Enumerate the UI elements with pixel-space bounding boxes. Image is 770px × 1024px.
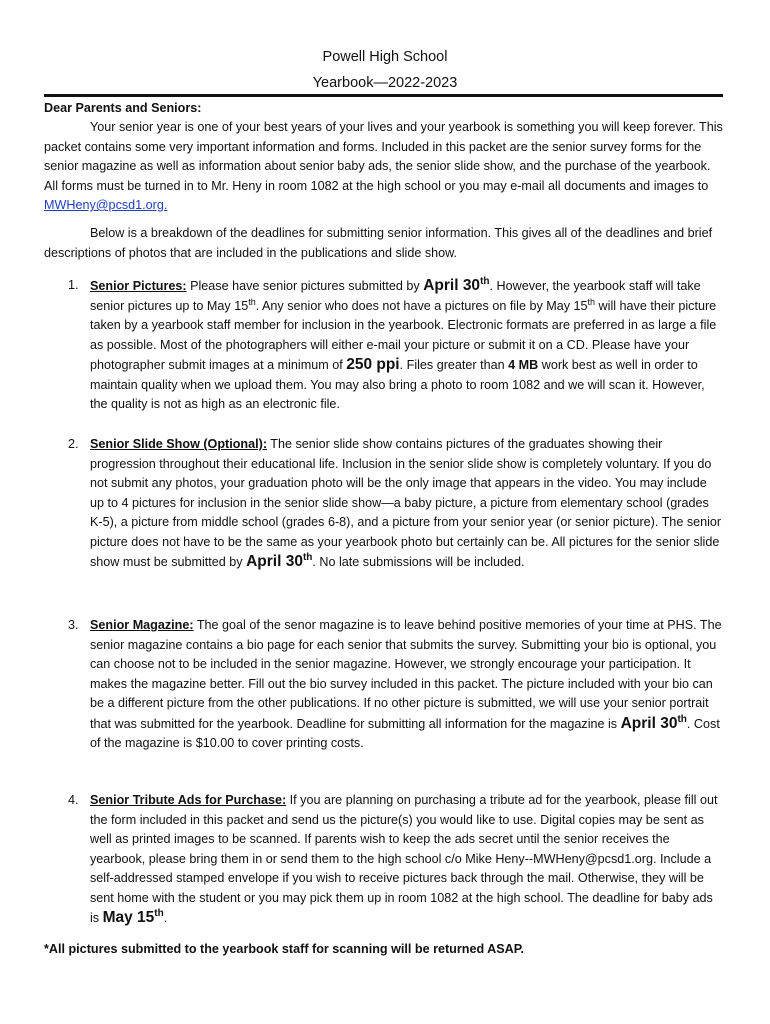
item-text: . Any senior who does not have a pictures on file by May 15 <box>255 298 588 313</box>
deadline-suffix: th <box>154 907 164 919</box>
footnote: *All pictures submitted to the yearbook staff for scanning will be returned ASAP. <box>44 942 525 956</box>
deadline-text: April 30 <box>423 277 481 294</box>
email-link[interactable]: MWHeny@pcsd1.org. <box>44 198 168 212</box>
item-text: Please have senior pictures submitted by <box>186 279 424 293</box>
date-suffix: th <box>587 296 596 307</box>
intro-paragraph <box>44 118 724 216</box>
list-number: 3. <box>68 618 79 632</box>
deadline-date <box>621 715 687 732</box>
ppi-requirement: 250 ppi <box>346 356 400 373</box>
item-text: . Cost of the magazine is $10.00 to cover printing costs. <box>90 716 720 750</box>
list-number: 1. <box>68 278 79 292</box>
deadline-suffix: th <box>302 551 313 563</box>
item-label: Senior Magazine: <box>90 618 194 632</box>
deadline-text: April 30 <box>246 553 303 570</box>
item-text: . <box>163 911 168 925</box>
item-text: If you are planning on purchasing a tribute ad for the yearbook, please fill out the form included in this packet and send us the picture(s) you would like to use. Digital copies may be sent as well as printed images to be scanned. If parents wish to keep the ads secret until the senior receives the yearbook, please bring them in or send them to the high school c/o Mike Heny--MWHeny@pcsd1.org. Include a self-addressed stamped envelope if you wish to receive pictures back through the mail. Otherwise, they will be sent home with the student or you may pick them up in room 1082 at the high school. The deadline for baby ads is <box>90 793 718 925</box>
title-divider <box>44 94 723 97</box>
item-text: work best as well in order to maintain quality when we upload them. You may also bring a photo to room 1082 and we will scan it. However, the quality is not as high as an electronic file. <box>90 358 705 411</box>
document-title: Yearbook—2022-2023 <box>312 75 458 91</box>
item-label: Senior Pictures: <box>90 279 187 293</box>
list-item-senior-pictures <box>68 276 724 415</box>
item-label: Senior Tribute Ads for Purchase: <box>90 793 287 807</box>
list-item-body <box>90 616 724 754</box>
deadline-suffix: th <box>677 713 687 725</box>
deadline-text: April 30 <box>620 714 678 732</box>
salutation: Dear Parents and Seniors: <box>44 101 202 115</box>
deadline-date <box>103 909 164 926</box>
deadline-date <box>246 553 312 570</box>
list-item-body <box>90 435 724 573</box>
file-size-requirement: 4 MB <box>508 358 539 372</box>
intro-text: Your senior year is one of your best years of your lives and your yearbook is something you will keep forever. This packet contains some very important information and forms. Included in this packet are the senior survey forms for the senior magazine as well as information about senior baby ads, the senior slide show, and the purchase of the yearbook. All forms must be turned in to Mr. Heny in room 1082 at the high school or you may e-mail all documents and images to <box>44 120 723 193</box>
school-name: Powell High School <box>322 49 448 65</box>
item-text: will have their picture taken by a yearbook staff member for inclusion in the yearbook. Electronic formats are preferred in as large a file as possible. Most of the photographers will either e-mail your picture or submit it on a CD. Please have your photographer submit images at a minimum of <box>90 298 717 372</box>
list-item-slide-show <box>68 435 724 573</box>
item-text: The goal of the senor magazine is to leave behind positive memories of your time at PHS. The senior magazine contains a bio page for each senior that submits the survey. Submitting your bio is optional, you can choose not to be included in the senior magazine. However, we strongly encourage your participation. It makes the magazine better. Fill out the bio survey included in this packet. The picture included with your bio can be a different picture from the other publications. If no other picture is submitted, we will use your senior portrait that was submitted for the yearbook. Deadline for submitting all information for the magazine is <box>90 618 722 731</box>
item-text: The senior slide show contains pictures of the graduates showing their progression throughout their educational life. Inclusion in the senior slide show is completely voluntary. If you do not submit any photos, your graduation photo will be the only image that appears in the video. You may include up to 4 pictures for inclusion in the senior slide show—a baby picture, a picture from elementary school (grades K-5), a picture from middle school (grades 6-8), and a picture from your senior year (or senior picture). The senior picture does not have to be the same as your yearbook photo but certainly can be. All pictures for the senior slide show must be submitted by <box>90 437 722 569</box>
list-number: 2. <box>68 437 79 451</box>
list-item-tribute-ads <box>68 791 724 929</box>
date-suffix: th <box>248 296 256 307</box>
deadline-suffix: th <box>480 275 490 287</box>
item-text: . Files greater than <box>399 358 509 372</box>
breakdown-paragraph: Below is a breakdown of the deadlines for submitting senior information. This gives all of the deadlines and brief descriptions of photos that are included in the publications and slide show. <box>44 226 713 260</box>
list-item-body <box>90 791 724 929</box>
deadline-text: May 15 <box>102 909 155 926</box>
item-text: . However, the yearbook staff will take senior pictures up to May 15 <box>90 279 701 313</box>
list-item-senior-magazine <box>68 616 724 754</box>
list-item-body <box>90 276 724 415</box>
list-number: 4. <box>68 793 79 807</box>
item-text: . No late submissions will be included. <box>312 555 525 569</box>
deadline-date <box>423 277 489 294</box>
item-label: Senior Slide Show (Optional): <box>90 437 268 451</box>
